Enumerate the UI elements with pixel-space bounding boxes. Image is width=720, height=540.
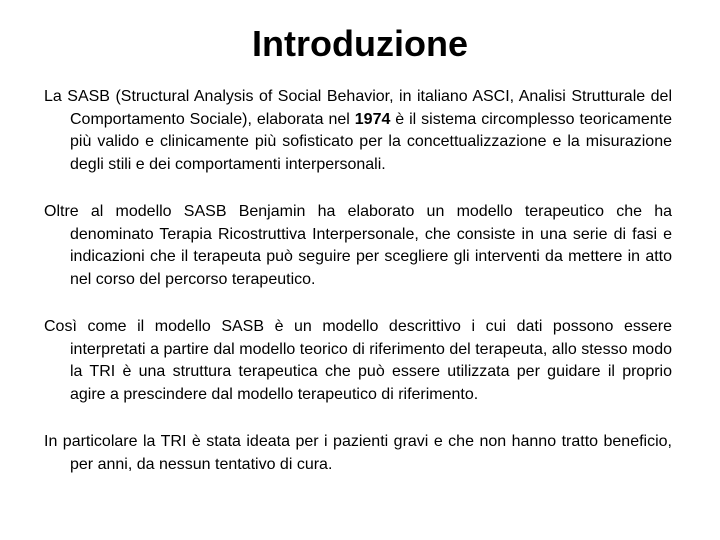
paragraph-sasb-intro-text-end: è il sistema circomplesso teoricamente più valido e clinicamente più sofisticato per la concettualizzazione e la misurazione degli stili e dei comportamenti interpersonali. xyxy=(70,110,672,173)
slide-body xyxy=(44,86,672,476)
paragraph-sasb-intro xyxy=(44,86,672,176)
slide-title: Introduzione xyxy=(252,23,468,64)
paragraph-tri-model: Oltre al modello SASB Benjamin ha elaborato un modello terapeutico che ha denominato Terapia Ricostruttiva Interpersonale, che consiste in una serie di fasi e indicazioni che il terapeuta può seguire per scegliere gli interventi da mettere in atto nel corso del percorso terapeutico. xyxy=(44,203,672,288)
paragraph-tri-structure: Così come il modello SASB è un modello descrittivo i cui dati possono essere interpretati a partire dal modello teorico di riferimento del terapeuta, allo stesso modo la TRI è una struttura terapeutica che può essere utilizzata per guidare il proprio agire a prescindere dal modello terapeutico di riferimento. xyxy=(44,318,672,403)
year-highlight: 1974 xyxy=(354,110,391,128)
paragraph-tri-patients: In particolare la TRI è stata ideata per i pazienti gravi e che non hanno tratto beneficio, per anni, da nessun tentativo di cura. xyxy=(44,433,672,473)
paragraph-sasb-intro-text: La SASB (Structural Analysis of Social Behavior, in italiano ASCI, Analisi Strutturale del Comportamento Sociale), elaborata nel xyxy=(44,88,672,128)
